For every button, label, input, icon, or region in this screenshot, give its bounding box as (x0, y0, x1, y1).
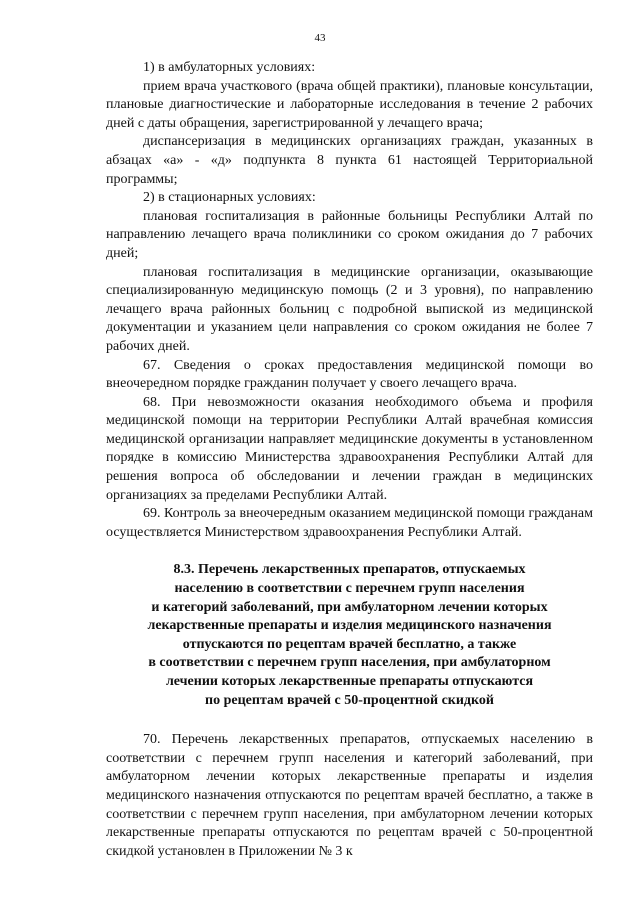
heading-line: 8.3. Перечень лекарственных препаратов, отпускаемых (173, 562, 526, 578)
heading-line: лекарственные препараты и изделия медицинского назначения (147, 618, 552, 634)
paragraph: 68. При невозможности оказания необходимого объема и профиля медицинской помощи на территории Республики Алтай врачебная комиссия медицинской организации направляет медицинские документы в установленном порядке в комиссию Министерства здравоохранения Республики Алтай для решения вопроса об обследовании и лечении граждан в медицинских организациях за пределами Республики Алтай. (106, 394, 593, 503)
heading-line: лечении которых лекарственные препараты отпускаются (165, 674, 534, 689)
paragraph: плановая госпитализация в районные больницы Республики Алтай по направлению лечащего врача поликлиники со сроком ожидания до 7 рабочих дней; (106, 208, 593, 261)
page-number: 43 (314, 32, 326, 44)
heading-line: отпускаются по рецептам врачей бесплатно, а также (182, 636, 517, 652)
paragraph: плановая госпитализация в медицинские организации, оказывающие специализированную медицинскую помощь (2 и 3 уровня), по направлению лечащего врача районных больниц с подробной выпиской из медицинской документации и указанием цели направления со сроком ожидания не более 7 рабочих дней. (106, 264, 593, 354)
heading-line: населению в соответствии с перечнем групп населения (174, 581, 525, 597)
paragraph: 70. Перечень лекарственных препаратов, отпускаемых населению в соответствии с перечнем групп населения и категорий заболеваний, при амбулаторном лечении которых лекарственные препараты и изделия медицинского назначения отпускаются по рецептам врачей бесплатно, а также в соответствии с перечнем групп населения, при амбулаторном лечении которых лекарственные препараты отпускаются по рецептам врачей с 50-процентной скидкой установлен в Приложении № 3 к (106, 732, 593, 859)
paragraph: 1) в амбулаторных условиях: (143, 60, 316, 75)
paragraph: 69. Контроль за внеочередным оказанием медицинской помощи гражданам осуществляется Министерством здравоохранения Республики Алтай. (106, 506, 593, 540)
paragraph: 67. Сведения о сроках предоставления медицинской помощи во внеочередном порядке гражданин получает у своего лечащего врача. (106, 357, 593, 392)
page-content (106, 59, 593, 861)
heading-line: по рецептам врачей с 50-процентной скидкой (205, 692, 494, 708)
heading-line: в соответствии с перечнем групп населения, при амбулаторном (148, 655, 551, 671)
section-heading (106, 561, 593, 710)
paragraph: прием врача участкового (врача общей практики), плановые консультации, плановые диагностические и лабораторные исследования в течение 2 рабочих дней с даты обращения, зарегистрированной у лечащего врача; (106, 78, 593, 131)
heading-line: и категорий заболеваний, при амбулаторном лечении которых (151, 599, 548, 615)
paragraph: диспансеризация в медицинских организациях граждан, указанных в абзацах «а» - «д» подпункта 8 пункта 61 настоящей Территориальной программы; (106, 134, 593, 187)
paragraph: 2) в стационарных условиях: (143, 190, 316, 206)
